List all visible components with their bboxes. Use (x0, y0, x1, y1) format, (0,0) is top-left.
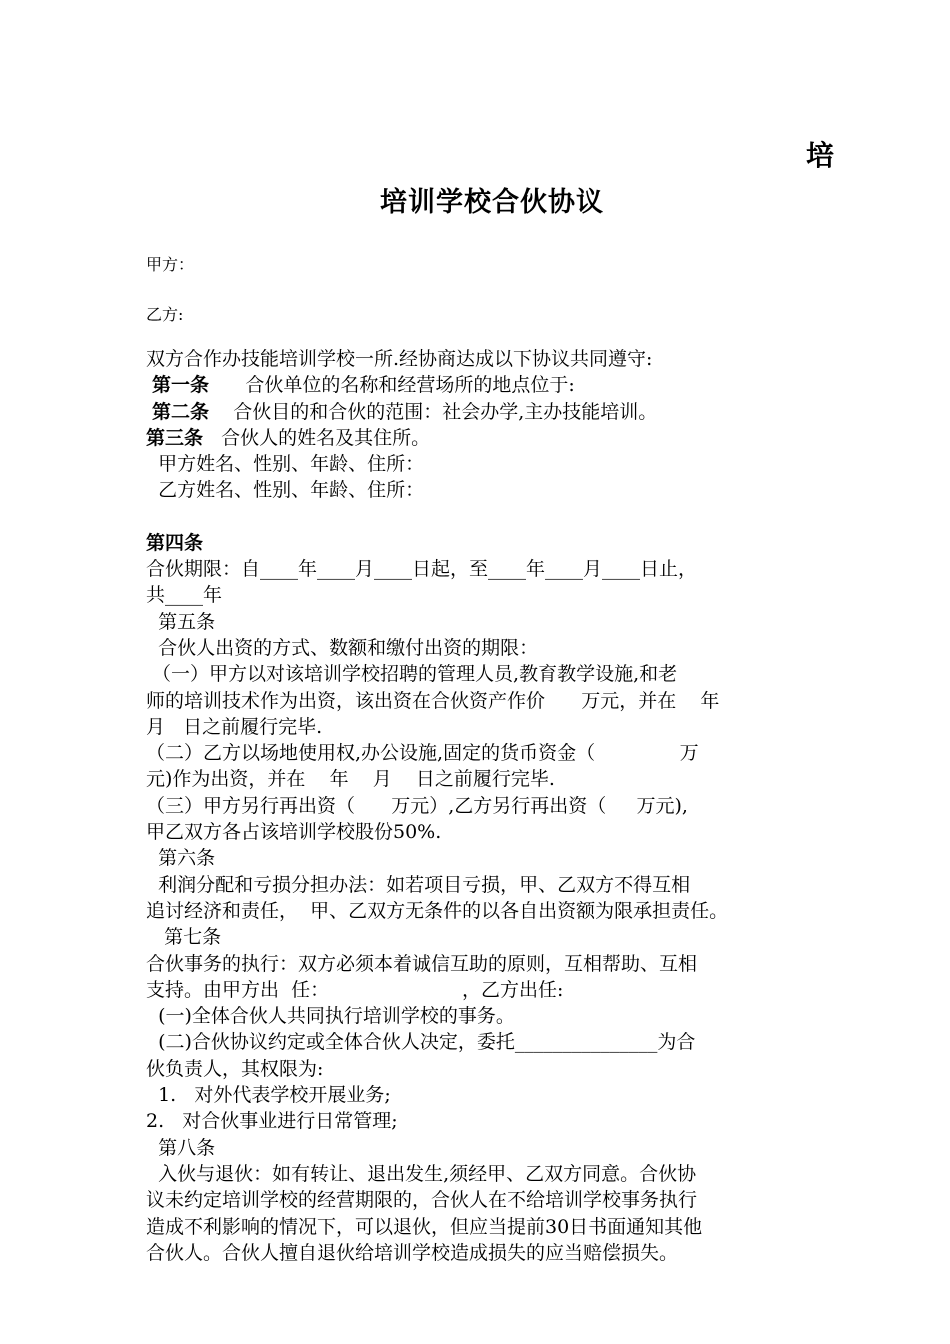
article-5-intro-text: 合伙人出资的方式、数额和缴付出资的期限： (158, 636, 539, 659)
article-7-item-2-line-1 (146, 1029, 814, 1055)
article-5-item-2-line-1: （二）乙方以场地使用权,办公设施,固定的货币资金（ 万 (146, 742, 699, 765)
article-7-line-2: 支持。由甲方出 任： ，乙方出任: (146, 978, 564, 1001)
article-6-heading-text: 第六条 (158, 847, 216, 870)
article-1-heading: 第一条 (152, 374, 210, 397)
article-4-line-2: 共____年 (146, 584, 223, 607)
article-4-line-1: 合伙期限：自____年____月____日起，至____年____月____日止， (146, 558, 698, 581)
article-8-line-2: 议未约定培训学校的经营期限的，合伙人在不给培训学校事务执行 (146, 1189, 698, 1212)
article-5-heading (146, 609, 814, 635)
article-7-item-2-text: (二)合伙协议约定或全体合伙人决定，委托_______________为合 (158, 1031, 696, 1054)
article-8-line-4: 合伙人。合伙人擅自退伙给培训学校造成损失的应当赔偿损失。 (146, 1241, 679, 1264)
article-5-item-3-line-1: （三）甲方另行再出资（ 万元）,乙方另行再出资（ 万元), (146, 794, 688, 817)
article-1 (146, 372, 814, 398)
article-7-list-item-1 (146, 1082, 814, 1108)
article-7-heading-text: 第七条 (164, 926, 222, 949)
intro-line: 双方合作办技能培训学校一所.经协商达成以下协议共同遵守: (146, 348, 653, 370)
article-3-heading: 第三条 (146, 426, 204, 449)
article-7-item-1-text: (一)全体合伙人共同执行培训学校的事务。 (158, 1005, 515, 1028)
article-5-item-3-line-2: 甲乙双方各占该培训学校股份50%. (146, 821, 442, 844)
article-6-heading (146, 845, 814, 871)
article-3-party-a-text: 甲方姓名、性别、年龄、住所： (158, 453, 425, 476)
article-8-heading (146, 1135, 814, 1161)
article-6-line-1 (146, 872, 814, 898)
article-6-line-2: 追讨经济和责任， 甲、乙双方无条件的以各自出资额为限承担责任。 (146, 899, 729, 922)
article-4-heading: 第四条 (146, 531, 204, 554)
article-7-item-1 (146, 1003, 814, 1029)
article-8-heading-text: 第八条 (158, 1136, 216, 1159)
article-8-line-1 (146, 1161, 814, 1187)
article-3-party-b (146, 477, 814, 503)
article-8-line-3: 造成不利影响的情况下，可以退伙，但应当提前30日书面通知其他 (146, 1215, 703, 1238)
article-7-item-2-line-2: 伙负责人，其权限为: (146, 1057, 324, 1080)
header-fragment: 培 (806, 139, 835, 172)
article-5-item-1-line-1 (146, 661, 814, 687)
article-3-party-a (146, 451, 814, 477)
article-2 (146, 399, 814, 425)
article-2-heading: 第二条 (152, 400, 210, 423)
agreement-body (146, 346, 814, 1266)
article-5-item-1-text: （一）甲方以对该培训学校招聘的管理人员,教育教学设施,和老 (152, 663, 678, 686)
article-5-heading-text: 第五条 (158, 610, 216, 633)
article-7-list-item-2: 2. 对合伙事业进行日常管理; (146, 1110, 398, 1133)
article-3 (146, 425, 814, 451)
article-1-text: 合伙单位的名称和经营场所的地点位于: (245, 374, 575, 397)
article-7-list-item-1-text: 1. 对外代表学校开展业务; (158, 1084, 391, 1107)
article-5-intro (146, 635, 814, 661)
article-7-line-1: 合伙事务的执行：双方必须本着诚信互助的原则，互相帮助、互相 (146, 952, 698, 975)
party-b-label: 乙方: (146, 305, 184, 324)
article-5-item-1-line-3: 月 日之前履行完毕. (146, 715, 323, 738)
article-5-item-2-line-2: 元)作为出资，并在 年 月 日之前履行完毕. (146, 768, 555, 791)
article-2-text: 合伙目的和合伙的范围：社会办学,主办技能培训。 (233, 400, 658, 423)
article-3-text: 合伙人的姓名及其住所。 (221, 426, 431, 449)
article-7-heading (146, 924, 814, 950)
article-5-item-1-line-2: 师的培训技术作为出资，该出资在合伙资产作价 万元，并在 年 (146, 689, 720, 712)
article-3-party-b-text: 乙方姓名、性别、年龄、住所： (158, 479, 425, 502)
document-title: 培训学校合伙协议 (380, 187, 604, 218)
article-8-line-1-text: 入伙与退伙：如有转让、退出发生,须经甲、乙双方同意。合伙协 (158, 1162, 697, 1185)
party-a-label: 甲方： (146, 255, 195, 274)
article-6-line-1-text: 利润分配和亏损分担办法：如若项目亏损，甲、乙双方不得互相 (158, 873, 691, 896)
